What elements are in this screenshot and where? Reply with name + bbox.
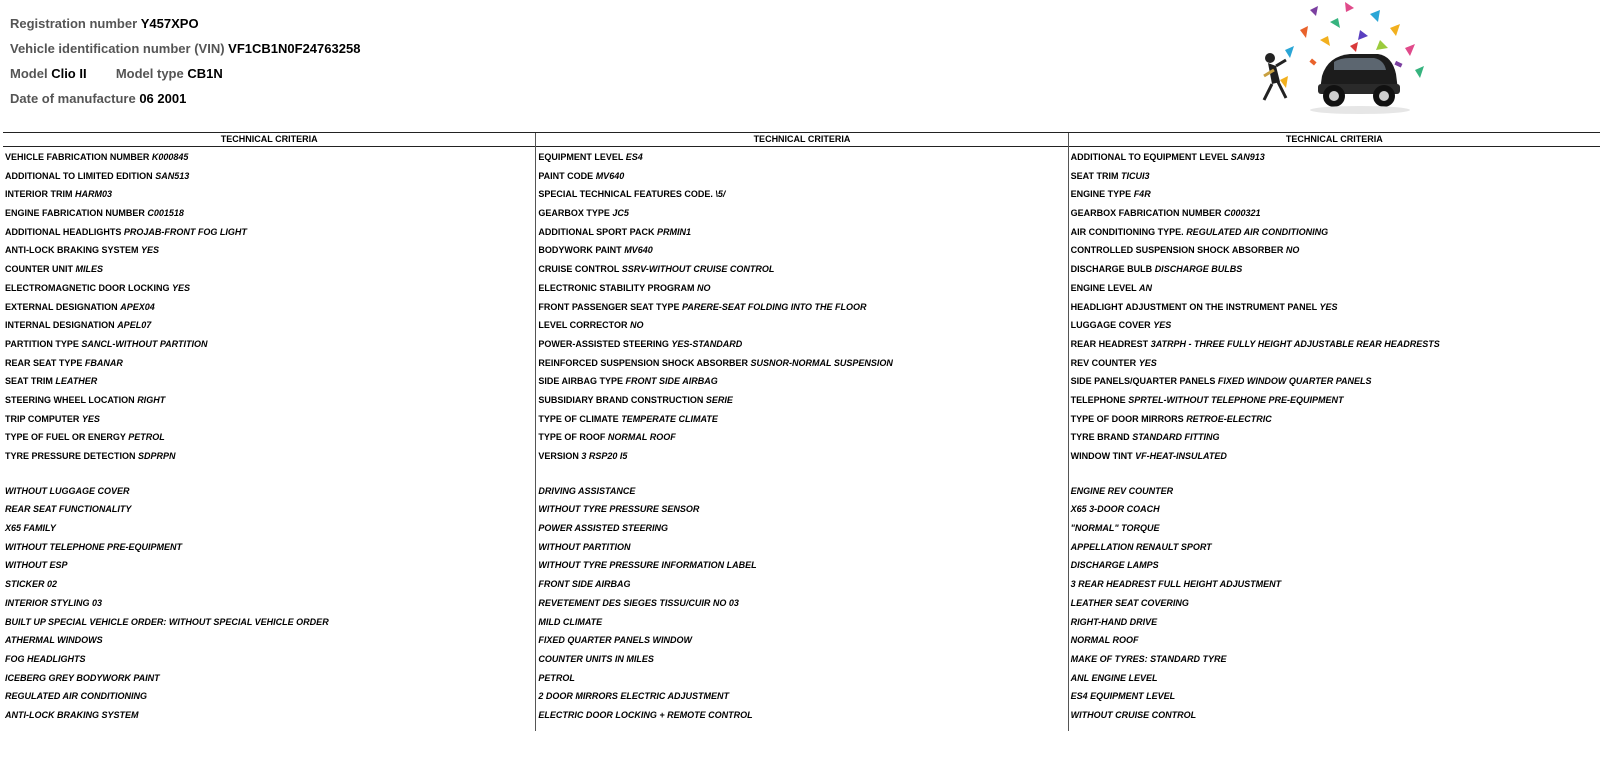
criteria-value: YES — [141, 245, 160, 256]
technical-criteria-table — [3, 132, 1600, 731]
criteria-value: 3 RSP20 I5 — [581, 451, 628, 461]
criteria-label: CRUISE CONTROL — [538, 264, 620, 275]
criteria-label: INTERIOR TRIM — [5, 189, 73, 200]
feature-item: DRIVING ASSISTANCE — [538, 485, 636, 496]
feature-item: WITHOUT TELEPHONE PRE-EQUIPMENT — [5, 541, 183, 552]
feature-item: POWER ASSISTED STEERING — [538, 523, 669, 534]
feature-item: INTERIOR STYLING 03 — [5, 597, 103, 608]
criteria-label: SIDE AIRBAG TYPE — [538, 376, 624, 387]
criteria-label: SEAT TRIM — [5, 376, 53, 387]
criteria-label: SUBSIDIARY BRAND CONSTRUCTION — [538, 394, 704, 405]
criteria-label: GEARBOX TYPE — [538, 208, 610, 219]
criteria-label: ANTI-LOCK BRAKING SYSTEM — [5, 245, 139, 256]
criteria-label: VEHICLE FABRICATION NUMBER — [5, 152, 150, 162]
criteria-label: TYPE OF DOOR MIRRORS — [1070, 413, 1184, 424]
criteria-row — [1069, 204, 1600, 223]
feature-item: ES4 EQUIPMENT LEVEL — [1070, 691, 1176, 702]
criteria-label: CONTROLLED SUSPENSION SHOCK ABSORBER — [1070, 245, 1284, 256]
feature-item: ELECTRIC DOOR LOCKING + REMOTE CONTROL — [538, 709, 753, 720]
criteria-label: VERSION — [538, 451, 579, 461]
criteria-value: APEL07 — [117, 320, 152, 331]
criteria-row — [536, 260, 1067, 279]
criteria-row — [1069, 447, 1600, 466]
registration-line — [10, 14, 360, 39]
criteria-value: YES — [172, 282, 191, 293]
criteria-row — [536, 335, 1067, 354]
feature-item: 2 DOOR MIRRORS ELECTRIC ADJUSTMENT — [538, 691, 730, 702]
criteria-row — [3, 279, 535, 298]
criteria-value: REGULATED AIR CONDITIONING — [1186, 226, 1329, 237]
criteria-label: ELECTROMAGNETIC DOOR LOCKING — [5, 282, 170, 293]
criteria-value: YES — [1138, 357, 1157, 368]
criteria-row — [536, 185, 1067, 204]
criteria-column-3 — [1068, 133, 1600, 731]
criteria-value: PETROL — [128, 432, 165, 443]
criteria-label: TELEPHONE — [1070, 394, 1126, 405]
criteria-value: RIGHT — [137, 394, 166, 405]
criteria-value: SERIE — [705, 394, 733, 405]
criteria-label: REAR SEAT TYPE — [5, 357, 83, 368]
criteria-label: EXTERNAL DESIGNATION — [5, 301, 118, 312]
criteria-label: SPECIAL TECHNICAL FEATURES CODE. — [538, 189, 713, 200]
feature-item: REAR SEAT FUNCTIONALITY — [5, 504, 132, 515]
criteria-row — [1069, 335, 1600, 354]
criteria-value: MILES — [75, 264, 104, 275]
criteria-label: TYPE OF CLIMATE — [538, 413, 619, 424]
feature-item: WITHOUT PARTITION — [538, 541, 631, 552]
criteria-row — [536, 223, 1067, 242]
vehicle-header — [10, 14, 360, 114]
criteria-value: PRMIN1 — [657, 226, 692, 237]
feature-item: X65 3-DOOR COACH — [1070, 504, 1160, 515]
feature-item: PETROL — [538, 672, 575, 683]
criteria-value: NO — [630, 320, 644, 331]
criteria-row — [536, 241, 1067, 260]
criteria-value: YES — [1319, 301, 1338, 312]
criteria-label: AIR CONDITIONING TYPE. — [1070, 226, 1184, 237]
criteria-label: HEADLIGHT ADJUSTMENT ON THE INSTRUMENT PANEL — [1070, 301, 1317, 312]
criteria-label: ENGINE TYPE — [1070, 189, 1132, 200]
criteria-value: TICUI3 — [1121, 170, 1150, 181]
criteria-label: SIDE PANELS/QUARTER PANELS — [1070, 376, 1216, 387]
criteria-label: TRIP COMPUTER — [5, 413, 80, 424]
criteria-value: AN — [1139, 282, 1153, 293]
criteria-row — [536, 279, 1067, 298]
feature-item: ENGINE REV COUNTER — [1070, 485, 1174, 496]
criteria-row — [536, 391, 1067, 410]
feature-item: ICEBERG GREY BODYWORK PAINT — [5, 672, 160, 683]
feature-item: ANTI-LOCK BRAKING SYSTEM — [5, 709, 139, 720]
feature-item: ATHERMAL WINDOWS — [5, 635, 103, 646]
criteria-row — [3, 260, 535, 279]
criteria-row — [3, 372, 535, 391]
criteria-value: YES-STANDARD — [671, 338, 743, 349]
criteria-value: TEMPERATE CLIMATE — [621, 413, 718, 424]
feature-item: WITHOUT LUGGAGE COVER — [5, 485, 130, 496]
criteria-row — [1069, 391, 1600, 410]
criteria-value: YES — [1153, 320, 1172, 331]
criteria-value: RETROE-ELECTRIC — [1186, 413, 1272, 424]
criteria-label: PAINT CODE — [538, 170, 594, 181]
criteria-label: COUNTER UNIT — [5, 264, 73, 275]
criteria-value: NORMAL ROOF — [607, 432, 676, 443]
brand-illustration — [1250, 0, 1435, 125]
criteria-label: ADDITIONAL HEADLIGHTS — [5, 226, 122, 237]
criteria-label: PARTITION TYPE — [5, 338, 79, 349]
model-type-value: CB1N — [187, 66, 223, 81]
criteria-row — [1069, 223, 1600, 242]
criteria-value: SDPRPN — [138, 451, 176, 461]
feature-item: COUNTER UNITS IN MILES — [538, 653, 654, 664]
feature-item: ANL ENGINE LEVEL — [1070, 672, 1158, 683]
criteria-value: NO — [697, 282, 711, 293]
criteria-row — [536, 316, 1067, 335]
criteria-row — [1069, 148, 1600, 167]
criteria-value: FIXED WINDOW QUARTER PANELS — [1217, 376, 1372, 387]
criteria-value: C000321 — [1224, 208, 1261, 219]
criteria-row — [3, 298, 535, 317]
criteria-row — [3, 391, 535, 410]
criteria-row — [1069, 354, 1600, 373]
criteria-label: INTERNAL DESIGNATION — [5, 320, 115, 331]
criteria-value: MV640 — [624, 245, 653, 256]
criteria-label: WINDOW TINT — [1070, 451, 1133, 461]
criteria-value: LEATHER — [55, 376, 98, 387]
criteria-row — [536, 167, 1067, 186]
model-type-label: Model type — [115, 66, 184, 81]
criteria-row — [3, 410, 535, 429]
manufacture-date-line — [10, 89, 360, 114]
criteria-row — [3, 223, 535, 242]
criteria-value: NO — [1285, 245, 1300, 256]
criteria-row — [536, 298, 1067, 317]
criteria-value: 3ATRPH - THREE FULLY HEIGHT ADJUSTABLE REAR HEADRESTS — [1150, 338, 1440, 349]
feature-item: APPELLATION RENAULT SPORT — [1070, 541, 1212, 552]
feature-item: MAKE OF TYRES: STANDARD TYRE — [1070, 653, 1227, 664]
criteria-row — [536, 447, 1067, 466]
criteria-row — [3, 241, 535, 260]
criteria-value: SAN913 — [1230, 152, 1265, 162]
criteria-label: FRONT PASSENGER SEAT TYPE — [538, 301, 680, 312]
criteria-row — [1069, 260, 1600, 279]
feature-item: WITHOUT ESP — [5, 560, 68, 571]
criteria-list — [3, 148, 535, 466]
criteria-row — [3, 148, 535, 167]
criteria-label: ENGINE FABRICATION NUMBER — [5, 208, 145, 219]
criteria-row — [536, 354, 1067, 373]
criteria-value: ES4 — [625, 152, 643, 162]
criteria-row — [3, 335, 535, 354]
model-label: Model — [10, 66, 48, 81]
registration-value: Y457XPO — [140, 16, 199, 31]
criteria-value: YES — [81, 413, 100, 424]
criteria-row — [1069, 428, 1600, 447]
criteria-value: MV640 — [595, 170, 625, 181]
criteria-value: SPRTEL-WITHOUT TELEPHONE PRE-EQUIPMENT — [1128, 394, 1344, 405]
feature-list — [536, 482, 1067, 725]
criteria-label: TYPE OF FUEL OR ENERGY — [5, 432, 126, 443]
criteria-value: VF-HEAT-INSULATED — [1135, 451, 1227, 461]
criteria-label: TYPE OF ROOF — [538, 432, 606, 443]
criteria-value: PARERE-SEAT FOLDING INTO THE FLOOR — [682, 301, 867, 312]
criteria-row — [536, 204, 1067, 223]
criteria-value: SANCL-WITHOUT PARTITION — [81, 338, 208, 349]
criteria-label: ADDITIONAL SPORT PACK — [538, 226, 655, 237]
criteria-row — [1069, 372, 1600, 391]
criteria-value: \5/ — [715, 189, 726, 200]
criteria-row — [3, 428, 535, 447]
criteria-row — [3, 204, 535, 223]
criteria-row — [1069, 298, 1600, 317]
criteria-label: TYRE BRAND — [1070, 432, 1130, 443]
feature-item: FOG HEADLIGHTS — [5, 653, 86, 664]
criteria-label: STEERING WHEEL LOCATION — [5, 394, 135, 405]
criteria-row — [1069, 167, 1600, 186]
feature-item: X65 FAMILY — [5, 523, 56, 534]
feature-item: LEATHER SEAT COVERING — [1070, 597, 1189, 608]
criteria-label: ENGINE LEVEL — [1070, 282, 1137, 293]
criteria-label: LUGGAGE COVER — [1070, 320, 1151, 331]
feature-item: STICKER 02 — [5, 579, 58, 590]
model-value: Clio II — [51, 66, 87, 81]
feature-item: FRONT SIDE AIRBAG — [538, 579, 631, 590]
column-heading: TECHNICAL CRITERIA — [536, 133, 1067, 147]
criteria-label: REAR HEADREST — [1070, 338, 1149, 349]
criteria-label: LEVEL CORRECTOR — [538, 320, 628, 331]
criteria-row — [536, 410, 1067, 429]
criteria-label: POWER-ASSISTED STEERING — [538, 338, 669, 349]
criteria-row — [3, 185, 535, 204]
criteria-row — [3, 316, 535, 335]
criteria-row — [1069, 316, 1600, 335]
vin-line — [10, 39, 360, 64]
feature-item: DISCHARGE LAMPS — [1070, 560, 1159, 571]
criteria-value: PROJAB-FRONT FOG LIGHT — [123, 226, 247, 237]
feature-item: REVETEMENT DES SIEGES TISSU/CUIR NO 03 — [538, 597, 739, 608]
criteria-row — [1069, 241, 1600, 260]
criteria-value: APEX04 — [120, 301, 155, 312]
feature-item: NORMAL ROOF — [1070, 635, 1139, 646]
feature-list — [3, 482, 535, 725]
feature-item: FIXED QUARTER PANELS WINDOW — [538, 635, 692, 646]
feature-item: WITHOUT CRUISE CONTROL — [1070, 709, 1197, 720]
registration-label: Registration number — [10, 16, 138, 31]
criteria-label: ADDITIONAL TO LIMITED EDITION — [5, 170, 153, 181]
criteria-value: JC5 — [612, 208, 629, 219]
feature-item: BUILT UP SPECIAL VEHICLE ORDER: WITHOUT SPECIAL VEHICLE ORDER — [5, 616, 329, 627]
criteria-value: FRONT SIDE AIRBAG — [625, 376, 718, 387]
criteria-label: SEAT TRIM — [1070, 170, 1119, 181]
criteria-row — [3, 447, 535, 466]
vin-label: Vehicle identification number (VIN) — [10, 41, 225, 56]
criteria-label: BODYWORK PAINT — [538, 245, 622, 256]
criteria-value: STANDARD FITTING — [1132, 432, 1220, 443]
feature-item: WITHOUT TYRE PRESSURE INFORMATION LABEL — [538, 560, 757, 571]
vin-value: VF1CB1N0F24763258 — [228, 41, 361, 56]
model-line — [10, 64, 360, 89]
criteria-value: K000845 — [151, 152, 189, 162]
feature-item: WITHOUT TYRE PRESSURE SENSOR — [538, 504, 700, 515]
criteria-row — [536, 428, 1067, 447]
criteria-value: C001518 — [147, 208, 184, 219]
criteria-label: ELECTRONIC STABILITY PROGRAM — [538, 282, 695, 293]
criteria-row — [536, 372, 1067, 391]
feature-list — [1069, 482, 1600, 725]
criteria-label: REV COUNTER — [1070, 357, 1137, 368]
criteria-list — [1069, 148, 1600, 466]
criteria-column-1 — [3, 133, 535, 731]
criteria-column-2 — [535, 133, 1067, 731]
criteria-value: DISCHARGE BULBS — [1154, 264, 1243, 275]
feature-item: MILD CLIMATE — [538, 616, 603, 627]
feature-item: REGULATED AIR CONDITIONING — [5, 691, 147, 702]
criteria-label: EQUIPMENT LEVEL — [538, 152, 624, 162]
criteria-row — [3, 354, 535, 373]
criteria-row — [1069, 410, 1600, 429]
criteria-row — [3, 167, 535, 186]
criteria-row — [1069, 279, 1600, 298]
feature-item: RIGHT-HAND DRIVE — [1070, 616, 1158, 627]
criteria-label: GEARBOX FABRICATION NUMBER — [1070, 208, 1222, 219]
car-confetti-illustration — [1250, 0, 1435, 125]
criteria-value: FBANAR — [84, 357, 123, 368]
criteria-value: SAN513 — [155, 170, 190, 181]
criteria-label: ADDITIONAL TO EQUIPMENT LEVEL — [1070, 152, 1229, 162]
feature-item: 3 REAR HEADREST FULL HEIGHT ADJUSTMENT — [1070, 579, 1282, 590]
column-heading: TECHNICAL CRITERIA — [3, 133, 535, 147]
manufacture-date-value: 06 2001 — [139, 91, 187, 106]
feature-item: "NORMAL" TORQUE — [1070, 523, 1160, 534]
criteria-list — [536, 148, 1067, 466]
criteria-row — [1069, 185, 1600, 204]
criteria-value: HARM03 — [75, 189, 113, 200]
manufacture-date-label: Date of manufacture — [10, 91, 136, 106]
criteria-value: F4R — [1133, 189, 1151, 200]
criteria-label: TYRE PRESSURE DETECTION — [5, 451, 136, 461]
criteria-label: REINFORCED SUSPENSION SHOCK ABSORBER — [538, 357, 749, 368]
criteria-row — [536, 148, 1067, 167]
criteria-value: SSRV-WITHOUT CRUISE CONTROL — [621, 264, 775, 275]
criteria-value: SUSNOR-NORMAL SUSPENSION — [750, 357, 893, 368]
column-heading: TECHNICAL CRITERIA — [1069, 133, 1600, 147]
criteria-label: DISCHARGE BULB — [1070, 264, 1153, 275]
